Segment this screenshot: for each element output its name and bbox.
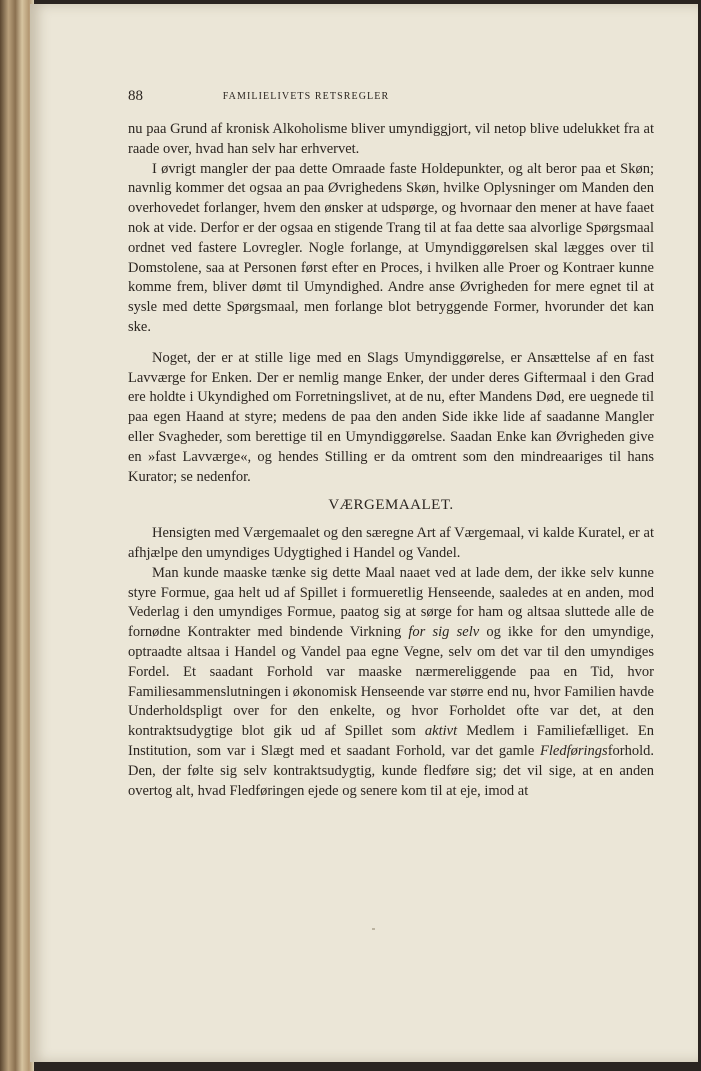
emphasis-fledforings: Fledførings [540,742,608,759]
page-number: 88 [128,88,143,104]
emphasis-for-sig-selv: for sig selv [408,624,480,641]
paragraph-5-part-c: Medlem i Familiefælliget. En Institution, som var i Slægt med et saadant Forhold, var det gamle [128,723,655,759]
emphasis-aktivt: aktivt [424,723,458,740]
page-header [128,88,484,108]
paragraph-5-part-a: Man kunde maaske tænke sig dette Maal naaet ved at lade dem, der ikke selv kunne styre Formue, gaa helt ud af Spillet i formueretlig Henseende, saaledes at en anden, mod Vederlag i den umyndiges Formue, paatog sig at sørge for ham og altsaa sluttede alle de fornødne Kontrakter med bindende Virkning [128,564,654,641]
paragraph-1: nu paa Grund af kronisk Alkoholisme bliver umyndiggjort, vil netop blive udelukket fra at raade over, hvad han selv har erhvervet. [128,121,654,157]
paragraph-3: Noget, der er at stille lige med en Slags Umyndiggørelse, er Ansættelse af en fast Lavværge for Enken. Der er nemlig mange Enker, der under deres Giftermaal i den Grad ere holdte i Ukyndighed om Forretningslivet, at de nu, efter Mandens Død, ere uegnede til paa egen Haand at styre; medens de paa den anden Side ikke lide af saadanne Mangler eller Svagheder, som berettige til en Umyndiggørelse. Saadan Enke kan Øvrigheden give en »fast Lavværge«, og hendes Stilling er da omtrent som den mindreaariges til hans Kurator; se nedenfor. [128,349,654,485]
paragraph-5 [128,564,654,802]
book-spine [0,0,34,1071]
paragraph-5-part-b: og ikke for den umyndige, optraadte altsaa i Handel og Vandel paa egne Vegne, selv om det var til den umyndiges Fordel. Et saadant Forhold var maaske nærmereliggende paa en Tid, hvor Familiesammenslutningen i økonomisk Henseende var større end nu, hvor Familien havde Underholdspligt over for den enkelte, og hvor Forholdet ofte var det, at den kontraktsudygtige blot gik ud af Spillet som [128,624,654,740]
paragraph-5-part-d: forhold. Den, der følte sig selv kontraktsudygtig, kunde fledføre sig; det vil sige, at en anden overtog alt, hvad Fledføringen ejede og senere kom til at eje, imod at [128,742,655,799]
running-head: FAMILIELIVETS RETSREGLER [222,91,390,102]
section-heading: VÆRGEMAALET. [328,497,454,514]
print-mark [372,928,375,930]
paragraph-4: Hensigten med Værgemaalet og den særegne Art af Værgemaal, vi kalde Kuratel, er at afhjælpe den umyndiges Udygtighed i Handel og Vandel. [128,525,654,561]
page-body [128,120,654,801]
paragraph-2: I øvrigt mangler der paa dette Omraade faste Holdepunkter, og alt beror paa et Skøn; navnlig kommer det ogsaa an paa Øvrighedens Skøn, hvilke Oplysninger om Manden den overhovedet forlanger, hvem den ønsker at udspørge, og hvornaar den mener at have faaet nok at vide. Derfor er der ogsaa en stigende Trang til at faa dette saa alvorlige Spørgsmaal ordnet ved fastere Lovregler. Nogle forlange, at Umyndiggørelsen skal lægges over til Domstolene, saa at Personen først efter en Proces, i hvilken alle Proer og Kontraer kunne komme frem, bliver dømt til Umyndighed. Andre anse Øvrigheden for mere egnet til at sysle med dette Spørgsmaal, men forlange blot betryggende Former, hvorunder det kan ske. [128,160,654,335]
